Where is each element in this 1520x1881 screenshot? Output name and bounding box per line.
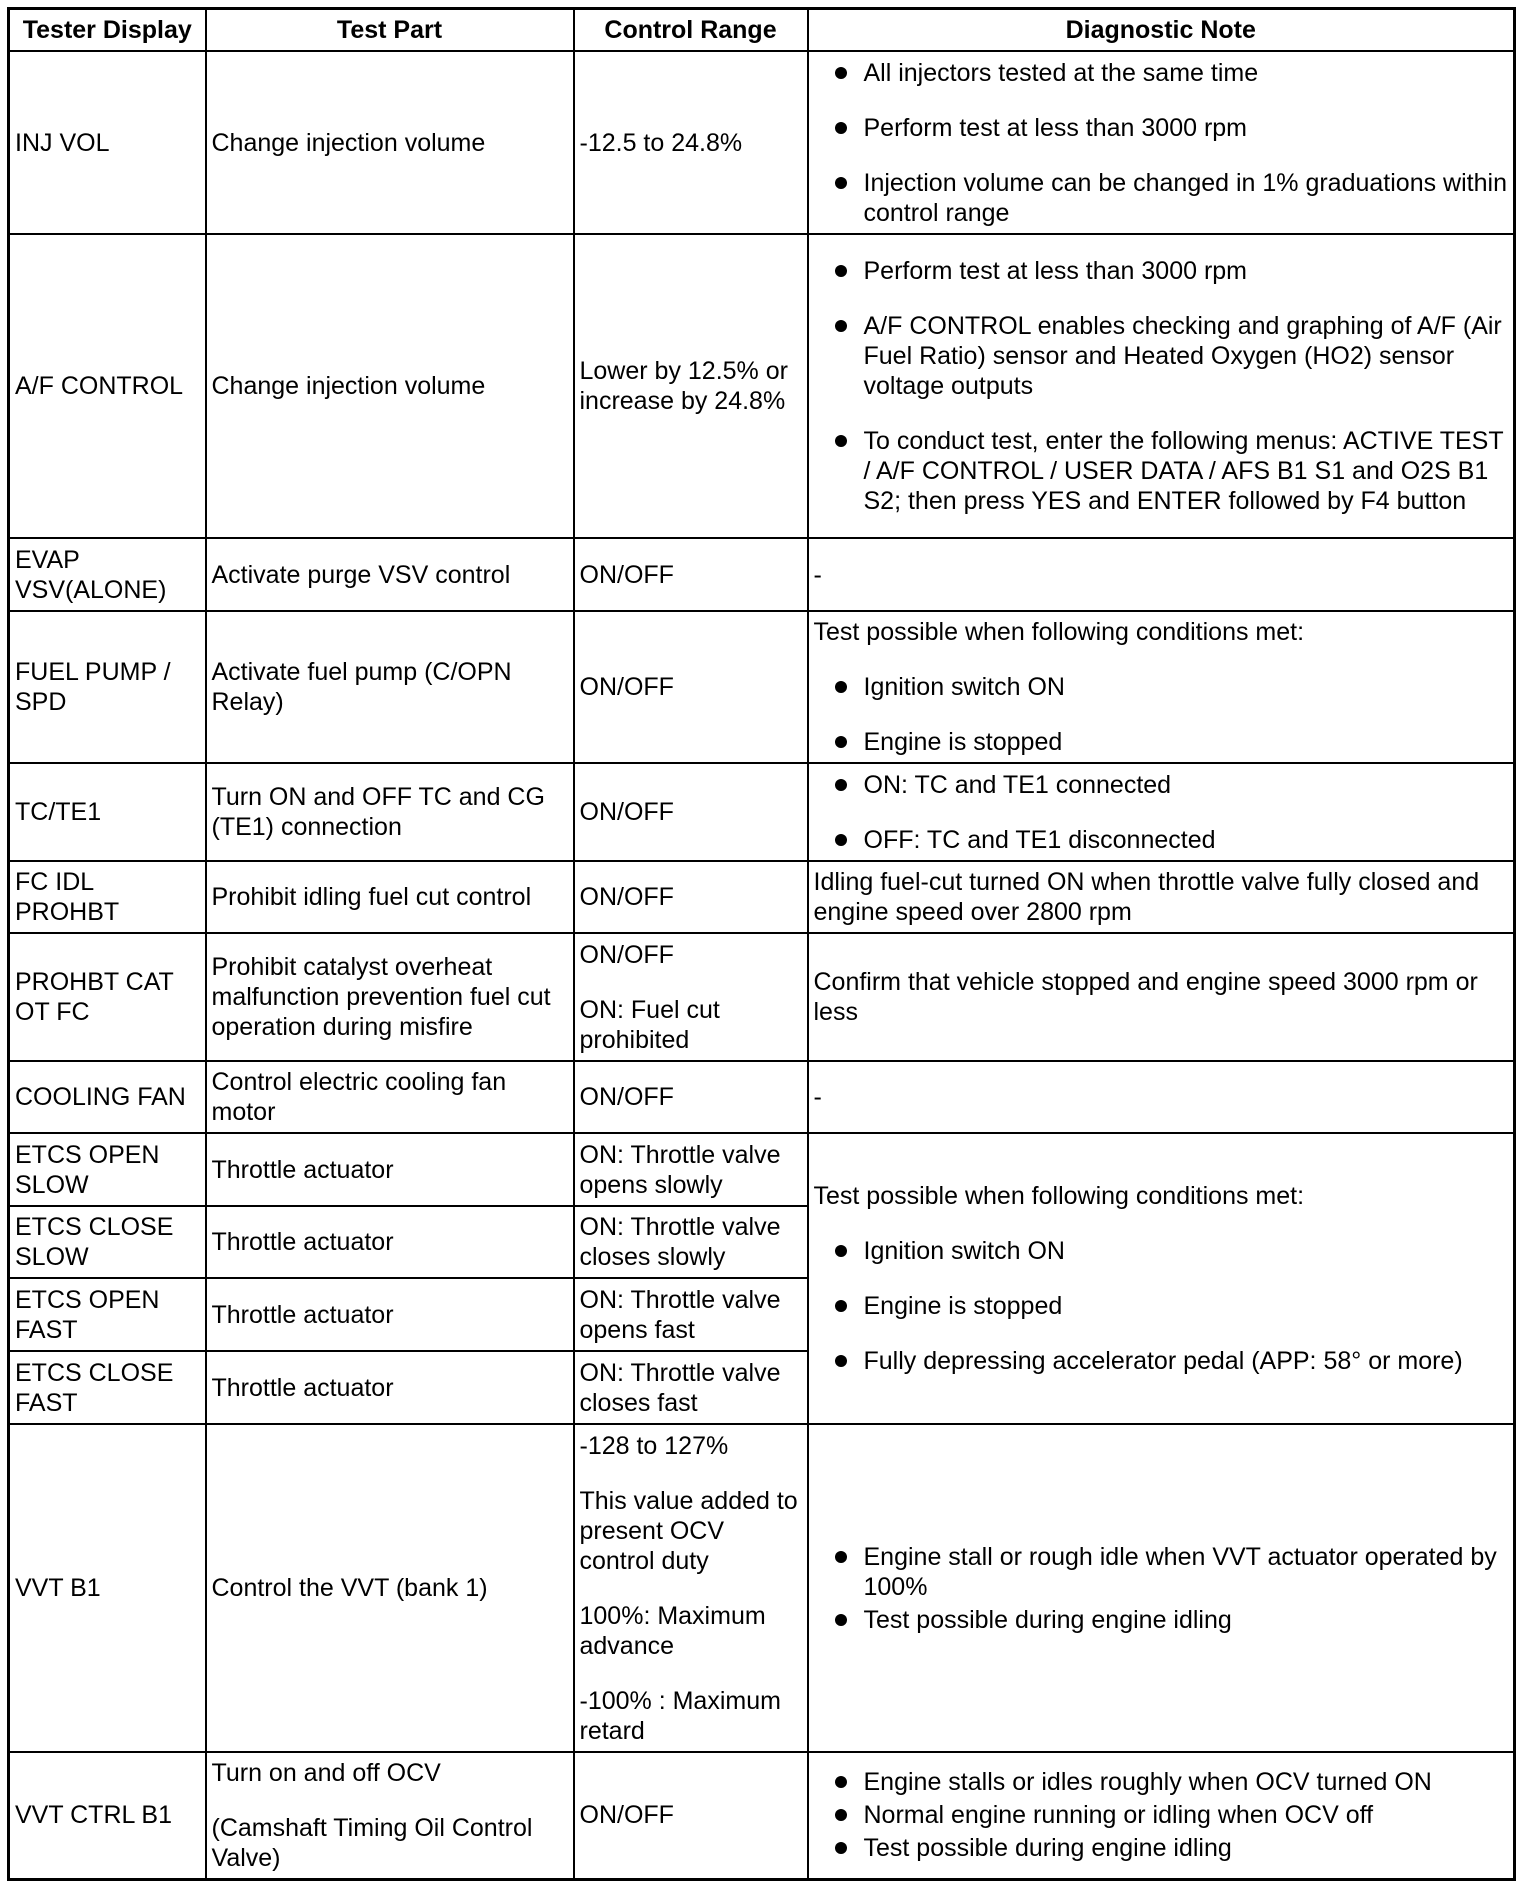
tester-display-cell: FC IDL PROHBT bbox=[9, 861, 206, 933]
list-item: A/F CONTROL enables checking and graphing of A/F (Air Fuel Ratio) sensor and Heated Oxygen (HO2) sensor voltage outputs bbox=[814, 311, 1509, 401]
table-row bbox=[9, 234, 1515, 538]
test-part-cell bbox=[206, 1752, 574, 1879]
tester-display-cell: TC/TE1 bbox=[9, 763, 206, 861]
test-part-cell: Control electric cooling fan motor bbox=[206, 1061, 574, 1133]
diagnostic-note-cell bbox=[808, 1424, 1515, 1752]
control-range-cell: Lower by 12.5% or increase by 24.8% bbox=[574, 234, 808, 538]
diagnostic-note-cell bbox=[808, 51, 1515, 234]
control-range-cell: ON/OFF bbox=[574, 611, 808, 763]
control-range-cell: ON/OFF bbox=[574, 538, 808, 611]
test-part-cell: Prohibit idling fuel cut control bbox=[206, 861, 574, 933]
note-intro: Test possible when following conditions met: bbox=[813, 1182, 1305, 1210]
note-intro: Test possible when following conditions met: bbox=[813, 618, 1305, 646]
tester-display-cell: EVAP VSV(ALONE) bbox=[9, 538, 206, 611]
active-test-table bbox=[7, 7, 1516, 1881]
list-item: Engine is stopped bbox=[814, 727, 1509, 757]
note-list bbox=[814, 770, 1509, 855]
table-row bbox=[9, 51, 1515, 234]
note-list bbox=[814, 256, 1509, 516]
list-item: Fully depressing accelerator pedal (APP: 58° or more) bbox=[814, 1346, 1509, 1376]
list-item: Engine stalls or idles roughly when OCV turned ON bbox=[814, 1767, 1509, 1797]
test-part-cell: Prohibit catalyst overheat malfunction prevention fuel cut operation during misfire bbox=[206, 933, 574, 1061]
diagnostic-note-cell: Idling fuel-cut turned ON when throttle valve fully closed and engine speed over 2800 rpm bbox=[808, 861, 1515, 933]
list-item: All injectors tested at the same time bbox=[814, 58, 1509, 88]
test-part-cell: Change injection volume bbox=[206, 234, 574, 538]
header-control-range: Control Range bbox=[574, 9, 808, 52]
list-item: Perform test at less than 3000 rpm bbox=[814, 113, 1509, 143]
range-line: ON/OFF bbox=[579, 940, 674, 969]
test-part-cell: Activate purge VSV control bbox=[206, 538, 574, 611]
test-part-cell: Throttle actuator bbox=[206, 1351, 574, 1424]
part-line: (Camshaft Timing Oil Control Valve) bbox=[211, 1813, 533, 1872]
list-item: Ignition switch ON bbox=[814, 672, 1509, 702]
tester-display-cell: VVT CTRL B1 bbox=[9, 1752, 206, 1879]
list-item: Test possible during engine idling bbox=[814, 1833, 1509, 1863]
list-item: Perform test at less than 3000 rpm bbox=[814, 256, 1509, 286]
list-item: OFF: TC and TE1 disconnected bbox=[814, 825, 1509, 855]
tester-display-cell: COOLING FAN bbox=[9, 1061, 206, 1133]
control-range-cell: -12.5 to 24.8% bbox=[574, 51, 808, 234]
range-line: 100%: Maximum advance bbox=[579, 1601, 766, 1660]
control-range-cell bbox=[574, 1424, 808, 1752]
list-item: To conduct test, enter the following menus: ACTIVE TEST / A/F CONTROL / USER DATA / AFS B1 S1 and O2S B1 S2; then press YES and ENTER followed by F4 button bbox=[814, 426, 1509, 516]
header-diagnostic-note: Diagnostic Note bbox=[808, 9, 1515, 52]
tester-display-cell: ETCS CLOSE FAST bbox=[9, 1351, 206, 1424]
control-range-cell: ON: Throttle valve closes slowly bbox=[574, 1206, 808, 1278]
control-range-cell bbox=[574, 933, 808, 1061]
tester-display-cell: PROHBT CAT OT FC bbox=[9, 933, 206, 1061]
diagnostic-note-cell bbox=[808, 763, 1515, 861]
tester-display-cell: ETCS OPEN FAST bbox=[9, 1278, 206, 1351]
table-row bbox=[9, 763, 1515, 861]
range-line: -128 to 127% bbox=[579, 1431, 729, 1460]
table-row bbox=[9, 1133, 1515, 1206]
table-row bbox=[9, 1061, 1515, 1133]
tester-display-cell: FUEL PUMP / SPD bbox=[9, 611, 206, 763]
test-part-cell: Activate fuel pump (C/OPN Relay) bbox=[206, 611, 574, 763]
diagnostic-note-cell bbox=[808, 234, 1515, 538]
list-item: Ignition switch ON bbox=[814, 1236, 1509, 1266]
header-test-part: Test Part bbox=[206, 9, 574, 52]
control-range-cell: ON: Throttle valve opens slowly bbox=[574, 1133, 808, 1206]
test-part-cell: Turn ON and OFF TC and CG (TE1) connection bbox=[206, 763, 574, 861]
diagnostic-note-cell bbox=[808, 611, 1515, 763]
tester-display-cell: ETCS OPEN SLOW bbox=[9, 1133, 206, 1206]
note-list bbox=[814, 1236, 1509, 1376]
note-list bbox=[814, 1767, 1509, 1863]
diagnostic-note-cell bbox=[808, 1752, 1515, 1879]
range-line: -100% : Maximum retard bbox=[579, 1686, 781, 1745]
control-range-cell: ON: Throttle valve closes fast bbox=[574, 1351, 808, 1424]
header-tester-display: Tester Display bbox=[9, 9, 206, 52]
control-range-cell: ON/OFF bbox=[574, 861, 808, 933]
test-part-cell: Control the VVT (bank 1) bbox=[206, 1424, 574, 1752]
control-range-cell: ON/OFF bbox=[574, 1752, 808, 1879]
control-range-cell: ON: Throttle valve opens fast bbox=[574, 1278, 808, 1351]
list-item: ON: TC and TE1 connected bbox=[814, 770, 1509, 800]
range-line: This value added to present OCV control duty bbox=[579, 1486, 798, 1575]
test-part-cell: Throttle actuator bbox=[206, 1278, 574, 1351]
part-line: Turn on and off OCV bbox=[211, 1758, 441, 1787]
list-item: Engine stall or rough idle when VVT actuator operated by 100% bbox=[814, 1542, 1509, 1602]
table-row bbox=[9, 933, 1515, 1061]
table-row bbox=[9, 861, 1515, 933]
header-row bbox=[9, 9, 1515, 52]
diagnostic-note-cell: - bbox=[808, 1061, 1515, 1133]
table-row bbox=[9, 611, 1515, 763]
tester-display-cell: INJ VOL bbox=[9, 51, 206, 234]
list-item: Normal engine running or idling when OCV off bbox=[814, 1800, 1509, 1830]
tester-display-cell: VVT B1 bbox=[9, 1424, 206, 1752]
diagnostic-note-cell: - bbox=[808, 538, 1515, 611]
note-list bbox=[814, 1542, 1509, 1635]
note-list bbox=[814, 58, 1509, 228]
test-part-cell: Throttle actuator bbox=[206, 1206, 574, 1278]
control-range-cell: ON/OFF bbox=[574, 763, 808, 861]
note-list bbox=[814, 672, 1509, 757]
test-part-cell: Change injection volume bbox=[206, 51, 574, 234]
diagnostic-note-cell: Confirm that vehicle stopped and engine speed 3000 rpm or less bbox=[808, 933, 1515, 1061]
tester-display-cell: ETCS CLOSE SLOW bbox=[9, 1206, 206, 1278]
table-row bbox=[9, 538, 1515, 611]
tester-display-cell: A/F CONTROL bbox=[9, 234, 206, 538]
control-range-cell: ON/OFF bbox=[574, 1061, 808, 1133]
list-item: Engine is stopped bbox=[814, 1291, 1509, 1321]
list-item: Injection volume can be changed in 1% graduations within control range bbox=[814, 168, 1509, 228]
test-part-cell: Throttle actuator bbox=[206, 1133, 574, 1206]
list-item: Test possible during engine idling bbox=[814, 1605, 1509, 1635]
diagnostic-note-cell bbox=[808, 1133, 1515, 1424]
table-row bbox=[9, 1424, 1515, 1752]
range-line: ON: Fuel cut prohibited bbox=[579, 995, 720, 1054]
table-row bbox=[9, 1752, 1515, 1879]
